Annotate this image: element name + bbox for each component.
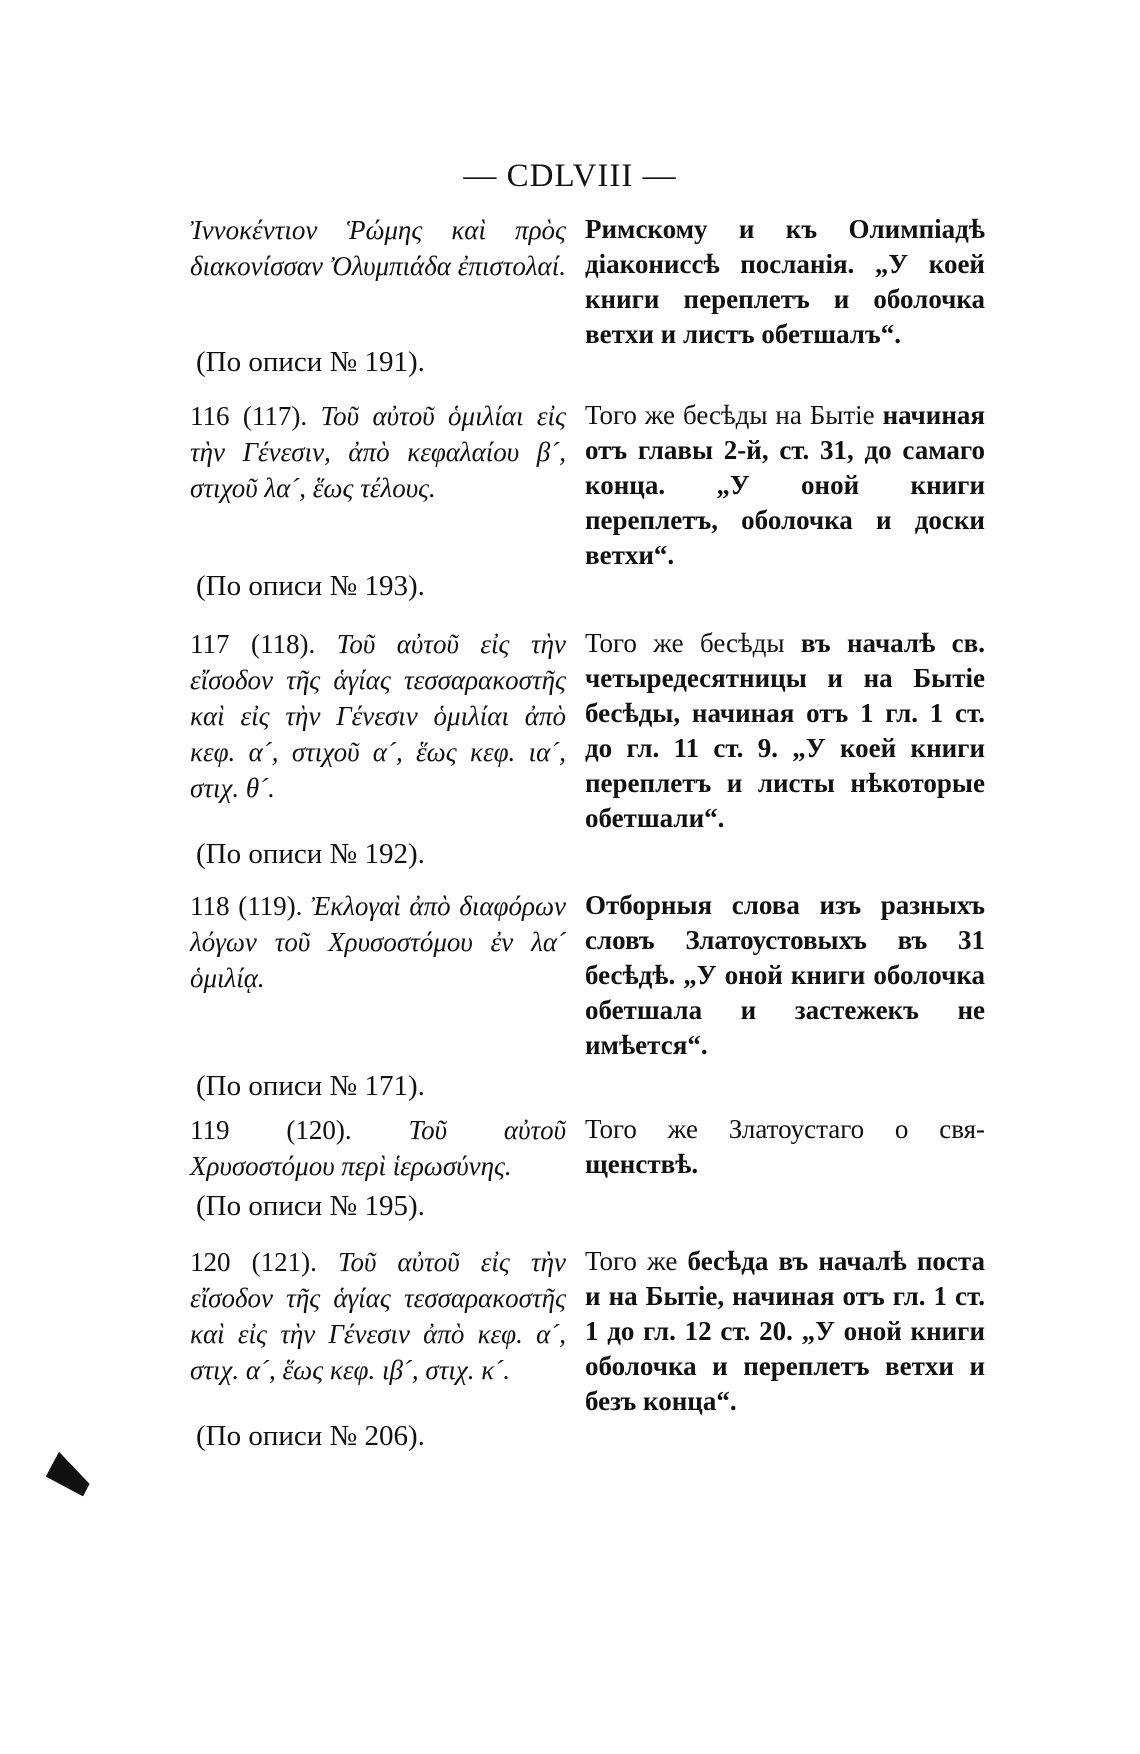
russian-lead: Того же	[585, 1246, 678, 1276]
page-header: — CDLVIII —	[463, 158, 677, 194]
entry-number: 118 (119).	[190, 891, 303, 921]
entry-number: 119 (120).	[190, 1115, 352, 1145]
russian-title	[585, 398, 985, 573]
greek-title	[190, 1112, 566, 1184]
entry-number: 116 (117).	[190, 401, 308, 431]
greek-text: Ἰννοκέντιον Ῥώμης καὶ πρὸς διακονίσσαν Ὀλυμπιάδα ἐπιστολαί.	[190, 215, 566, 281]
russian-text: въ началѣ св. четыредесятницы и на Бытіе бесѣды, начиная отъ 1 гл. 1 ст. до гл. 11 ст. 9. „У коей книги переплетъ и листы нѣкоторые обетшали“.	[585, 628, 985, 833]
russian-lead: Того же бесѣды	[585, 628, 785, 658]
russian-text: Отборныя слова изъ разныхъ словъ Златоустовыхъ въ 31 бесѣдѣ. „У оной книги оболочка обетшала и застежекъ не имѣется“.	[585, 890, 985, 1060]
entry-number: 117 (118).	[190, 629, 316, 659]
russian-text: Римскому и къ Олимпіадѣ діакониссѣ посланія. „У коей книги переплетъ и оболочка ветхи и листъ обетшалъ“.	[585, 214, 985, 349]
greek-title	[190, 212, 566, 284]
greek-text: Ἐκλογαὶ ἀπὸ διαφόρων λόγων τοῦ Χρυσοστόμου ἐν λα´ ὁμιλίᾳ.	[190, 891, 567, 993]
greek-text: Τοῦ αὐτοῦ Χρυσοστόμου περὶ ἱερωσύνης.	[190, 1115, 567, 1181]
inventory-ref: (По описи № 195).	[196, 1190, 425, 1222]
russian-title	[585, 626, 985, 836]
russian-title	[585, 1112, 985, 1182]
margin-mark-icon	[46, 1452, 96, 1496]
greek-text: Τοῦ αὐτοῦ εἰς τὴν εἴσοδον τῆς ἁγίας τεσσαρακοστῆς καὶ εἰς τὴν Γένεσιν ἀπὸ κεφ. α´, στιχ. α´, ἕως κεφ. ιβ´, στιχ. κ´.	[190, 1247, 566, 1385]
russian-title	[585, 1244, 985, 1419]
inventory-ref: (По описи № 206).	[196, 1420, 425, 1452]
russian-text: бесѣда въ началѣ поста и на Бытіе, начиная отъ гл. 1 ст. 1 до гл. 12 ст. 20. „У оной книги оболочка и переплетъ ветхи и безъ конца“.	[585, 1246, 985, 1416]
entry-number: 120 (121).	[190, 1247, 317, 1277]
greek-text: Τοῦ αὐτοῦ εἰς τὴν εἴσοδον τῆς ἁγίας τεσσαρακοστῆς καὶ εἰς τὴν Γένεσιν ὁμιλίαι ἀπὸ κεφ. α´, στιχοῦ α´, ἕως κεφ. ια´, στιχ. θ´.	[190, 629, 567, 803]
greek-title	[190, 398, 566, 506]
russian-text: щенствѣ.	[585, 1149, 699, 1179]
russian-title	[585, 212, 985, 352]
inventory-ref: (По описи № 193).	[196, 570, 425, 602]
greek-title	[190, 888, 566, 996]
russian-title	[585, 888, 985, 1063]
greek-title	[190, 626, 566, 806]
inventory-ref: (По описи № 171).	[196, 1070, 425, 1102]
inventory-ref: (По описи № 192).	[196, 838, 425, 870]
russian-lead: Того же Златоустаго о свя-	[585, 1114, 985, 1144]
inventory-ref: (По описи № 191).	[196, 346, 425, 378]
greek-text: Τοῦ αὐτοῦ ὁμιλίαι εἰς τὴν Γένεσιν, ἀπὸ κεφαλαίου β´, στιχοῦ λα´, ἕως τέλους.	[190, 401, 567, 503]
russian-lead: Того же бесѣды на Бытіе	[585, 400, 875, 430]
russian-text: начиная отъ главы 2-й, ст. 31, до самаго конца. „У оной книги переплетъ, оболочка и доски ветхи“.	[585, 400, 986, 570]
greek-title	[190, 1244, 566, 1388]
